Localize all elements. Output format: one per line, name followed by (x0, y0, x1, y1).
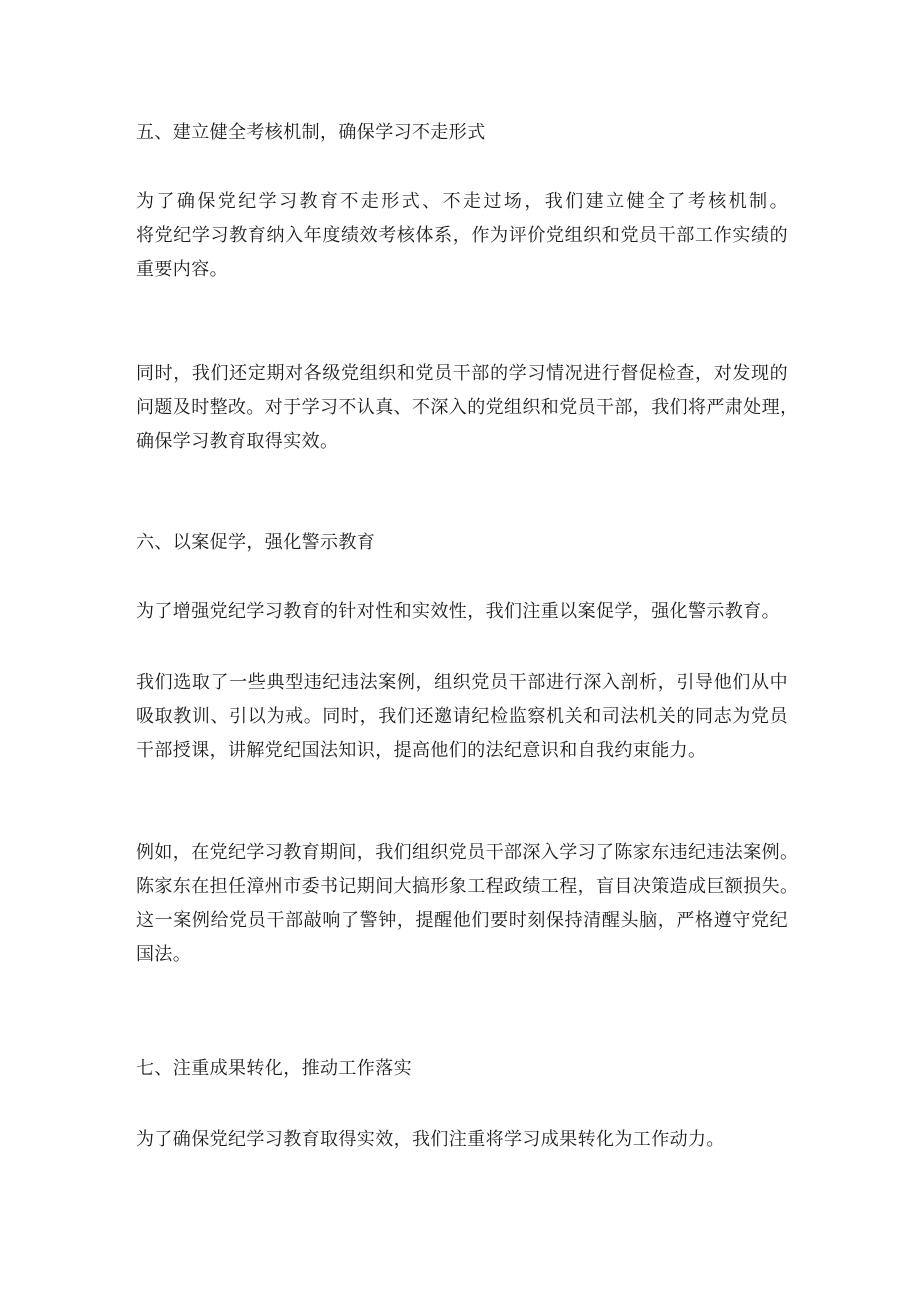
paragraph-line: 同时，我们还定期对各级党组织和党员干部的学习情况进行督促检查，对发现的 (136, 363, 788, 384)
paragraph-line: 这一案例给党员干部敲响了警钟，提醒他们要时刻保持清醒头脑，严格遵守党纪 (136, 910, 788, 931)
section-5-paragraph-1 (136, 185, 788, 287)
paragraph-line: 将党纪学习教育纳入年度绩效考核体系，作为评价党组织和党员干部工作实绩的 (136, 225, 788, 246)
section-6-heading (136, 526, 788, 560)
section-5-paragraph-2 (136, 357, 799, 459)
paragraph-line: 为了增强党纪学习教育的针对性和实效性，我们注重以案促学，强化警示教育。 (136, 601, 780, 622)
paragraph-line: 为了确保党纪学习教育取得实效，我们注重将学习成果转化为工作动力。 (136, 1129, 725, 1150)
paragraph-line: 吸取教训、引以为戒。同时，我们还邀请纪检监察机关和司法机关的同志为党员 (136, 706, 788, 727)
section-6-paragraph-1 (136, 595, 788, 629)
section-7-paragraph-1 (136, 1123, 788, 1157)
paragraph-line: 问题及时整改。对于学习不认真、不深入的党组织和党员干部，我们将严肃处理， (136, 397, 799, 418)
paragraph-line: 干部授课，讲解党纪国法知识，提高他们的法纪意识和自我约束能力。 (136, 740, 707, 761)
paragraph-line: 国法。 (136, 944, 192, 965)
paragraph-line: 确保学习教育取得实效。 (136, 431, 339, 452)
paragraph-line: 我们选取了一些典型违纪违法案例，组织党员干部进行深入剖析，引导他们从中 (136, 672, 788, 693)
paragraph-line: 例如，在党纪学习教育期间，我们组织党员干部深入学习了陈家东违纪违法案例。 (136, 842, 799, 863)
paragraph-line: 重要内容。 (136, 259, 228, 280)
section-7-heading (136, 1052, 788, 1086)
paragraph-line: 为了确保党纪学习教育不走形式、不走过场，我们建立健全了考核机制。 (136, 191, 788, 212)
heading-text: 七、注重成果转化，推动工作落实 (136, 1058, 412, 1079)
paragraph-line: 陈家东在担任漳州市委书记期间大搞形象工程政绩工程，盲目决策造成巨额损失。 (136, 876, 799, 897)
section-5-heading (136, 116, 788, 150)
section-6-paragraph-3 (136, 836, 799, 972)
heading-text: 六、以案促学，强化警示教育 (136, 532, 376, 553)
heading-text: 五、建立健全考核机制，确保学习不走形式 (136, 122, 486, 143)
section-6-paragraph-2 (136, 666, 788, 768)
